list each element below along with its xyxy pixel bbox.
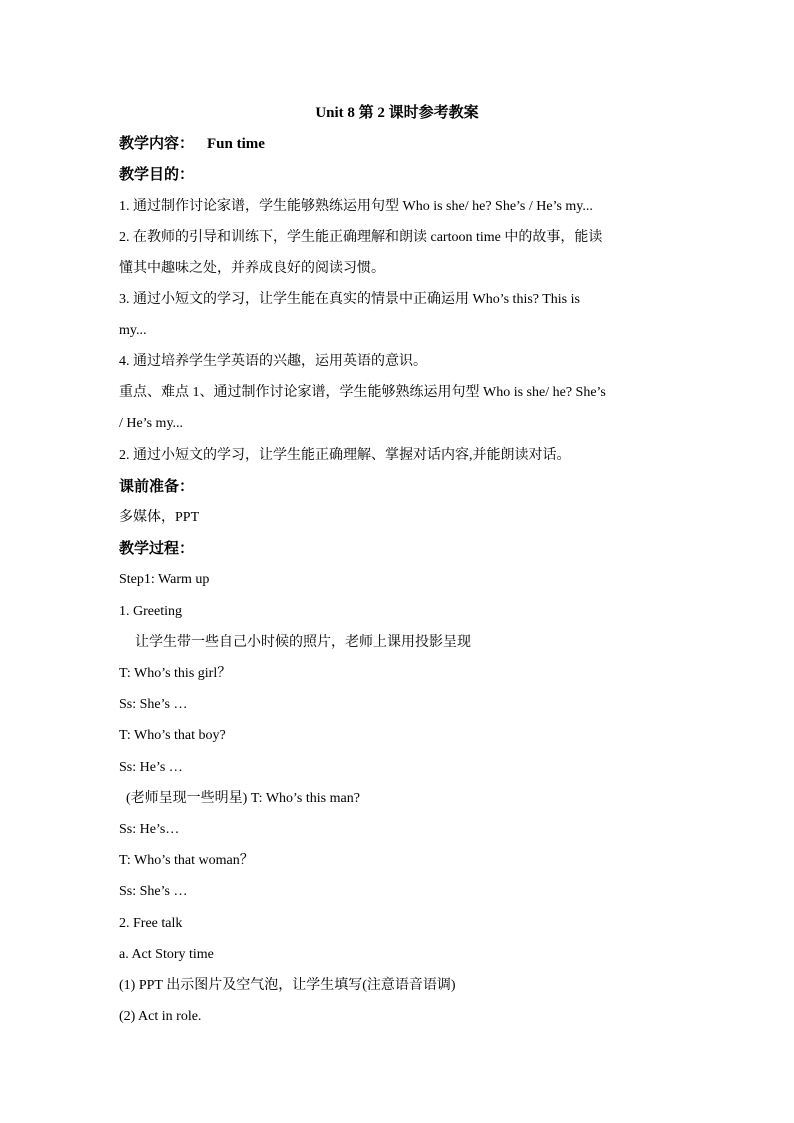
goal-line: 2. 通过小短文的学习，让学生能正确理解、掌握对话内容,并能朗读对话。 — [119, 448, 571, 463]
process-line: Ss: She’s … — [119, 884, 188, 899]
process-line: Step1: Warm up — [119, 572, 210, 587]
process-line: T: Who’s this girl？ — [119, 666, 232, 681]
goal-line: 3. 通过小短文的学习，让学生能在真实的情景中正确运用 Who’s this? This is — [119, 292, 580, 307]
process-line: T: Who’s that woman？ — [119, 853, 254, 868]
goal-line: 2. 在教师的引导和训练下，学生能正确理解和朗读 cartoon time 中的故事，能读 — [119, 230, 603, 245]
process-line: Ss: He’s … — [119, 760, 183, 775]
process-line: T: Who’s that boy? — [119, 728, 226, 743]
teaching-process-heading: 教学过程： — [119, 541, 195, 557]
teaching-content-line — [119, 134, 679, 154]
process-line: (2) Act in role. — [119, 1009, 202, 1024]
process-line: Ss: He’s… — [119, 822, 180, 837]
goal-line: my... — [119, 323, 147, 338]
process-line: 2. Free talk — [119, 916, 183, 931]
goal-line: / He’s my... — [119, 416, 184, 431]
process-line: 让学生带一些自己小时候的照片，老师上课用投影呈现 — [135, 635, 471, 650]
goal-line: 4. 通过培养学生学英语的兴趣，运用英语的意识。 — [119, 354, 427, 369]
process-line: (1) PPT 出示图片及空气泡，让学生填写(注意语音语调) — [119, 978, 456, 993]
process-line: (老师呈现一些明星) T: Who’s this man? — [126, 791, 360, 806]
teaching-goals-heading: 教学目的： — [119, 167, 195, 183]
process-line: a. Act Story time — [119, 947, 214, 962]
goal-line: 重点、难点 1、通过制作讨论家谱，学生能够熟练运用句型 Who is she/ he? She’s — [119, 385, 606, 400]
goal-line: 懂其中趣味之处，并养成良好的阅读习惯。 — [119, 261, 385, 276]
goal-line: 1. 通过制作讨论家谱，学生能够熟练运用句型 Who is she/ he? She’s / He’s my... — [119, 199, 593, 214]
document-title: Unit 8 第 2 课时参考教案 — [315, 105, 479, 121]
process-line: Ss: She’s … — [119, 697, 188, 712]
preparation-value: 多媒体，PPT — [119, 510, 200, 525]
process-line: 1. Greeting — [119, 604, 182, 619]
teaching-content-label: 教学内容： — [119, 136, 195, 152]
teaching-content-value: Fun time — [207, 136, 265, 152]
preparation-heading: 课前准备： — [119, 479, 195, 495]
